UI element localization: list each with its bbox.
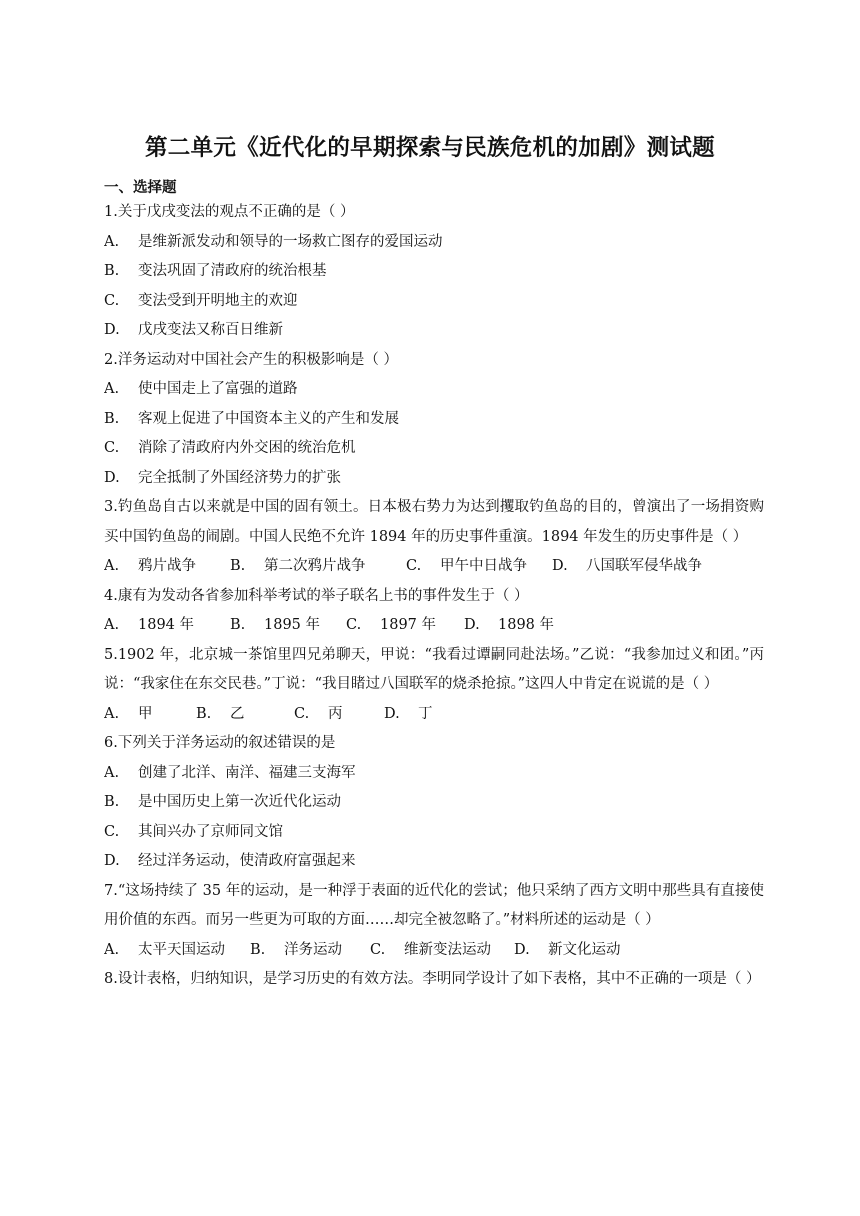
option-text: 是中国历史上第一次近代化运动: [138, 794, 341, 810]
option-text: 甲午中日战争: [440, 558, 527, 574]
question-list: [104, 198, 764, 995]
option-c: [406, 552, 552, 582]
option-d: [384, 700, 464, 730]
option-letter: B.: [104, 410, 120, 427]
option-letter: D.: [104, 853, 120, 869]
question-stem: 2.洋务运动对中国社会产生的积极影响是（ ）: [104, 351, 398, 368]
option-text: 是维新派发动和领导的一场救亡图存的爱国运动: [138, 233, 443, 250]
option-letter: A.: [104, 558, 120, 574]
option-text: 完全抵制了外国经济势力的扩张: [138, 469, 341, 486]
option-row: [104, 611, 764, 641]
option-c: [104, 818, 764, 848]
question-stem: 3.钓鱼岛自古以来就是中国的固有领土。日本极右势力为达到攫取钓鱼岛的目的，曾演出了一场捐资购买中国钓鱼岛的闹剧。中国人民绝不允许 1894 年的历史事件重演。1894 年发生的历史事件是（ ）: [104, 499, 764, 545]
option-text: 丁: [418, 705, 433, 722]
option-letter: A.: [104, 617, 120, 633]
option-letter: C.: [294, 705, 310, 722]
option-a: [104, 228, 764, 258]
option-b: [104, 788, 764, 818]
option-b: [230, 611, 346, 641]
option-letter: A.: [104, 233, 120, 250]
section-heading: 一、选择题: [104, 180, 177, 196]
option-letter: D.: [104, 469, 120, 486]
option-text: 1894 年: [138, 617, 195, 633]
option-c: [104, 287, 764, 317]
option-text: 乙: [230, 705, 245, 722]
option-letter: C.: [370, 941, 386, 958]
option-text: 新文化运动: [548, 941, 621, 958]
option-letter: D.: [384, 705, 400, 722]
option-d: [514, 936, 644, 966]
option-text: 使中国走上了富强的道路: [138, 381, 298, 397]
option-letter: B.: [230, 617, 246, 633]
option-text: 鸦片战争: [138, 558, 196, 574]
option-b: [250, 936, 370, 966]
option-a: [104, 759, 764, 789]
option-c: [370, 936, 514, 966]
option-text: 太平天国运动: [138, 941, 225, 958]
option-b: [196, 700, 294, 730]
option-letter: C.: [346, 617, 362, 633]
option-text: 创建了北洋、南洋、福建三支海军: [138, 764, 356, 781]
option-text: 其间兴办了京师同文馆: [138, 823, 283, 840]
option-d: [104, 847, 764, 877]
question-stem: 8.设计表格，归纳知识，是学习历史的有效方法。李明同学设计了如下表格，其中不正确的一项是（ ）: [104, 971, 761, 987]
option-text: 第二次鸦片战争: [264, 558, 366, 574]
option-letter: A.: [104, 381, 120, 397]
option-text: 经过洋务运动，使清政府富强起来: [138, 853, 356, 869]
option-c: [104, 434, 764, 464]
option-letter: B.: [250, 941, 266, 958]
option-letter: A.: [104, 941, 120, 958]
option-d: [104, 316, 764, 346]
option-b: [230, 552, 406, 582]
option-letter: D.: [104, 322, 120, 338]
option-text: 1895 年: [264, 617, 321, 633]
option-letter: C.: [104, 440, 120, 456]
option-a: [104, 375, 764, 405]
option-letter: B.: [104, 794, 120, 810]
option-letter: C.: [104, 823, 120, 840]
option-text: 维新变法运动: [404, 941, 491, 958]
option-b: [104, 257, 764, 287]
option-text: 丙: [328, 705, 343, 722]
option-d: [104, 464, 764, 494]
question-stem: 6.下列关于洋务运动的叙述错误的是: [104, 735, 336, 751]
question-stem: 4.康有为发动各省参加科举考试的举子联名上书的事件发生于（ ）: [104, 587, 529, 604]
option-text: 甲: [138, 705, 153, 722]
option-text: 八国联军侵华战争: [586, 558, 702, 574]
option-d: [464, 611, 584, 641]
question-stem: 7.“这场持续了 35 年的运动，是一种浮于表面的近代化的尝试；他只采纳了西方文明中那些具有直接使用价值的东西。而另一些更为可取的方面……却完全被忽略了。”材料所述的运动是（ ）: [104, 882, 764, 928]
option-letter: C.: [104, 292, 120, 309]
option-a: [104, 611, 230, 641]
option-letter: B.: [196, 705, 212, 722]
option-b: [104, 405, 764, 435]
option-row: [104, 700, 764, 730]
option-text: 1898 年: [498, 617, 555, 633]
question-stem: 1.关于戊戌变法的观点不正确的是（ ）: [104, 204, 355, 220]
page-title: 第二单元《近代化的早期探索与民族危机的加剧》测试题: [144, 135, 715, 161]
option-letter: D.: [552, 558, 568, 574]
option-letter: C.: [406, 558, 422, 574]
option-text: 1897 年: [380, 617, 437, 633]
option-letter: D.: [514, 941, 530, 958]
option-row: [104, 936, 764, 966]
option-text: 洋务运动: [284, 941, 342, 958]
option-letter: D.: [464, 617, 480, 633]
option-a: [104, 552, 230, 582]
question-stem: 5.1902 年，北京城一茶馆里四兄弟聊天，甲说：“我看过谭嗣同赴法场。”乙说：“我参加过义和团。”丙说：“我家住在东交民巷。”丁说：“我目睹过八国联军的烧杀抢掠。”这四人中肯定在说谎的是（ ）: [104, 646, 764, 692]
option-c: [294, 700, 384, 730]
option-letter: B.: [104, 263, 120, 279]
option-a: [104, 936, 250, 966]
option-letter: B.: [230, 558, 246, 574]
option-letter: A.: [104, 705, 120, 722]
option-c: [346, 611, 464, 641]
option-text: 变法巩固了清政府的统治根基: [138, 263, 327, 279]
option-text: 戊戌变法又称百日维新: [138, 322, 283, 338]
option-text: 客观上促进了中国资本主义的产生和发展: [138, 410, 399, 427]
option-text: 消除了清政府内外交困的统治危机: [138, 440, 356, 456]
option-letter: A.: [104, 764, 120, 781]
option-a: [104, 700, 196, 730]
option-row: [104, 552, 764, 582]
option-text: 变法受到开明地主的欢迎: [138, 292, 298, 309]
option-d: [552, 552, 732, 582]
